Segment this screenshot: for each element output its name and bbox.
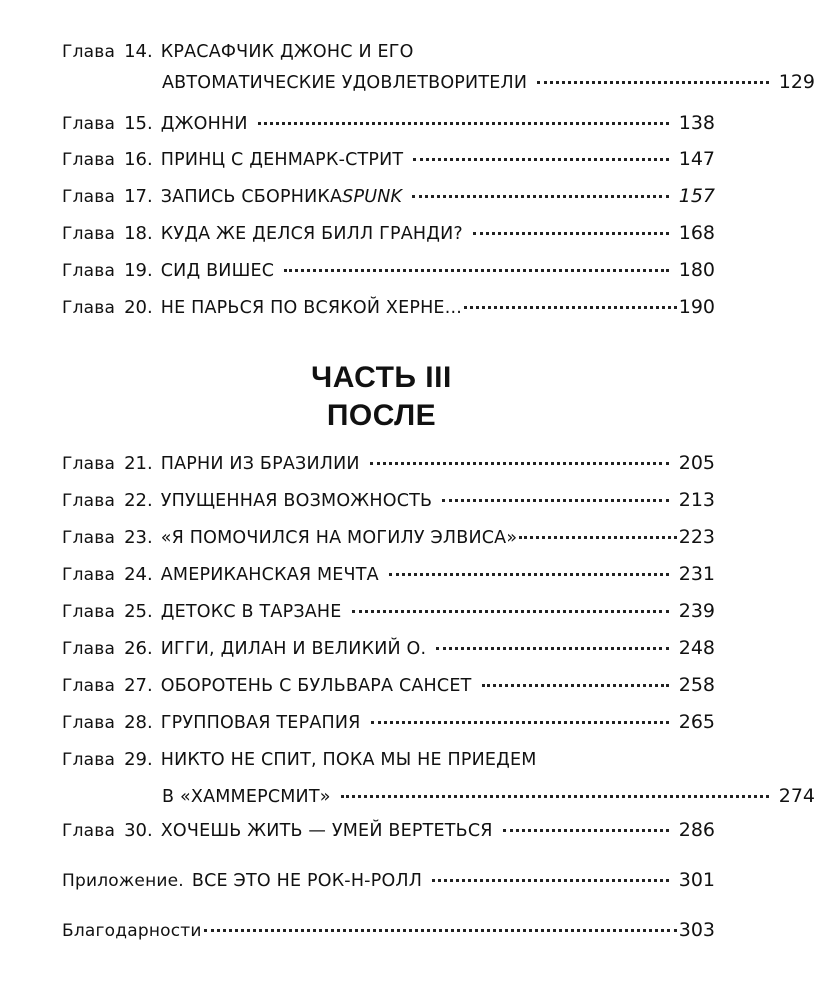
chapter-number: 29. [124,749,153,770]
chapter-number: 24. [124,564,153,585]
chapter-title: АМЕРИКАНСКАЯ МЕЧТА [160,565,379,585]
chapter-label: Глава [62,713,116,733]
chapter-number: 28. [124,712,153,733]
chapter-number: 30. [124,820,153,841]
page-number: 213 [678,489,715,511]
chapter-number: 17. [124,186,153,207]
dot-leader [352,610,669,613]
page-number: 223 [678,526,715,548]
toc-entry-27[interactable] [62,670,715,700]
dot-leader [482,684,669,687]
toc-entry-20[interactable] [62,292,715,322]
toc-entry-acknowledgements[interactable] [62,915,715,945]
toc-entry-25[interactable] [62,596,715,626]
chapter-title-continued: АВТОМАТИЧЕСКИЕ УДОВЛЕТВОРИТЕЛИ [162,73,528,93]
dot-leader [519,536,676,539]
page-number: 168 [678,222,715,244]
page-number: 138 [678,112,715,134]
page-number: 129 [778,71,815,93]
chapter-number: 19. [124,260,153,281]
dot-leader [204,929,677,932]
dot-leader [442,499,669,502]
part-heading: ЧАСТЬ III [311,361,452,394]
appendix-label: Приложение. [62,871,184,891]
chapter-number: 26. [124,638,153,659]
toc-entry-28[interactable] [62,707,715,737]
chapter-title: ДЕТОКС В ТАРЗАНЕ [160,602,342,622]
chapter-title: «Я ПОМОЧИЛСЯ НА МОГИЛУ ЭЛВИСА» [160,528,518,548]
chapter-label: Глава [62,639,116,659]
chapter-label: Глава [62,676,116,696]
chapter-label: Глава [62,750,116,770]
chapter-label: Глава [62,602,116,622]
chapter-label: Глава [62,150,116,170]
toc-entry-18[interactable] [62,218,715,248]
chapter-title: УПУЩЕННАЯ ВОЗМОЖНОСТЬ [160,491,433,511]
chapter-number: 14. [124,41,153,62]
chapter-title: СИД ВИШЕС [160,261,275,281]
chapter-number: 22. [124,490,153,511]
toc-entry-22[interactable] [62,485,715,515]
chapter-label: Глава [62,187,116,207]
chapter-number: 25. [124,601,153,622]
chapter-title: ХОЧЕШЬ ЖИТЬ — УМЕЙ ВЕРТЕТЬСЯ [160,821,493,841]
part-subtitle: ПОСЛЕ [326,399,437,432]
toc-entry-19[interactable] [62,255,715,285]
chapter-title-italic: SPUNK [342,187,403,207]
dot-leader [258,122,669,125]
dot-leader [503,829,669,832]
toc-entry-17[interactable] [62,181,715,211]
page-number: 180 [678,259,715,281]
chapter-number: 21. [124,453,153,474]
chapter-number: 16. [124,149,153,170]
page-number: 190 [678,296,715,318]
dot-leader [370,462,669,465]
page-number: 274 [778,785,815,807]
dot-leader [341,795,769,798]
appendix-title: ВСЕ ЭТО НЕ РОК-Н-РОЛЛ [191,871,423,891]
page-number: 286 [678,819,715,841]
toc-entry-21[interactable] [62,448,715,478]
page-number: 265 [678,711,715,733]
acknowledgements-label: Благодарности [62,921,202,941]
toc-entry-16[interactable] [62,144,715,174]
chapter-label: Глава [62,42,116,62]
page-number: 258 [678,674,715,696]
chapter-number: 18. [124,223,153,244]
chapter-title-continued: В «ХАММЕРСМИТ» [162,787,331,807]
page-number: 303 [678,919,715,941]
toc-entry-29[interactable] [62,745,815,807]
chapter-title: НИКТО НЕ СПИТ, ПОКА МЫ НЕ ПРИЕДЕМ [160,750,537,770]
page-number: 239 [678,600,715,622]
dot-leader [432,879,669,882]
page-number: 157 [678,185,715,207]
chapter-title: ЗАПИСЬ СБОРНИКА [160,187,343,207]
chapter-label: Глава [62,565,116,585]
chapter-label: Глава [62,528,116,548]
toc-entry-15[interactable] [62,108,715,138]
dot-leader [537,81,769,84]
page-number: 147 [678,148,715,170]
dot-leader [464,306,677,309]
chapter-label: Глава [62,298,116,318]
chapter-label: Глава [62,491,116,511]
chapter-number: 20. [124,297,153,318]
page-number: 248 [678,637,715,659]
page-number: 231 [678,563,715,585]
dot-leader [284,269,669,272]
dot-leader [413,158,668,161]
page-number: 205 [678,452,715,474]
dot-leader [436,647,668,650]
toc-entry-23[interactable] [62,522,715,552]
chapter-title: ПАРНИ ИЗ БРАЗИЛИИ [160,454,360,474]
chapter-title: КУДА ЖЕ ДЕЛСЯ БИЛЛ ГРАНДИ? [160,224,463,244]
chapter-label: Глава [62,224,116,244]
toc-entry-24[interactable] [62,559,715,589]
chapter-title: ГРУППОВАЯ ТЕРАПИЯ [160,713,361,733]
chapter-number: 23. [124,527,153,548]
toc-entry-appendix[interactable] [62,865,715,895]
dot-leader [412,195,669,198]
dot-leader [371,721,669,724]
chapter-title: КРАСАФЧИК ДЖОНС И ЕГО [160,42,414,62]
chapter-label: Глава [62,454,116,474]
chapter-title: ИГГИ, ДИЛАН И ВЕЛИКИЙ О. [160,639,427,659]
toc-entry-26[interactable] [62,633,715,663]
dot-leader [389,573,669,576]
chapter-title: ОБОРОТЕНЬ С БУЛЬВАРА САНСЕТ [160,676,472,696]
chapter-number: 15. [124,113,153,134]
chapter-number: 27. [124,675,153,696]
chapter-title: НЕ ПАРЬСЯ ПО ВСЯКОЙ ХЕРНЕ... [160,298,462,318]
chapter-label: Глава [62,114,116,134]
chapter-title: ДЖОННИ [160,114,248,134]
chapter-title: ПРИНЦ С ДЕНМАРК-СТРИТ [160,150,404,170]
chapter-label: Глава [62,261,116,281]
dot-leader [473,232,669,235]
chapter-label: Глава [62,821,116,841]
toc-entry-14[interactable] [62,37,815,93]
page-number: 301 [678,869,715,891]
toc-entry-30[interactable] [62,815,715,845]
